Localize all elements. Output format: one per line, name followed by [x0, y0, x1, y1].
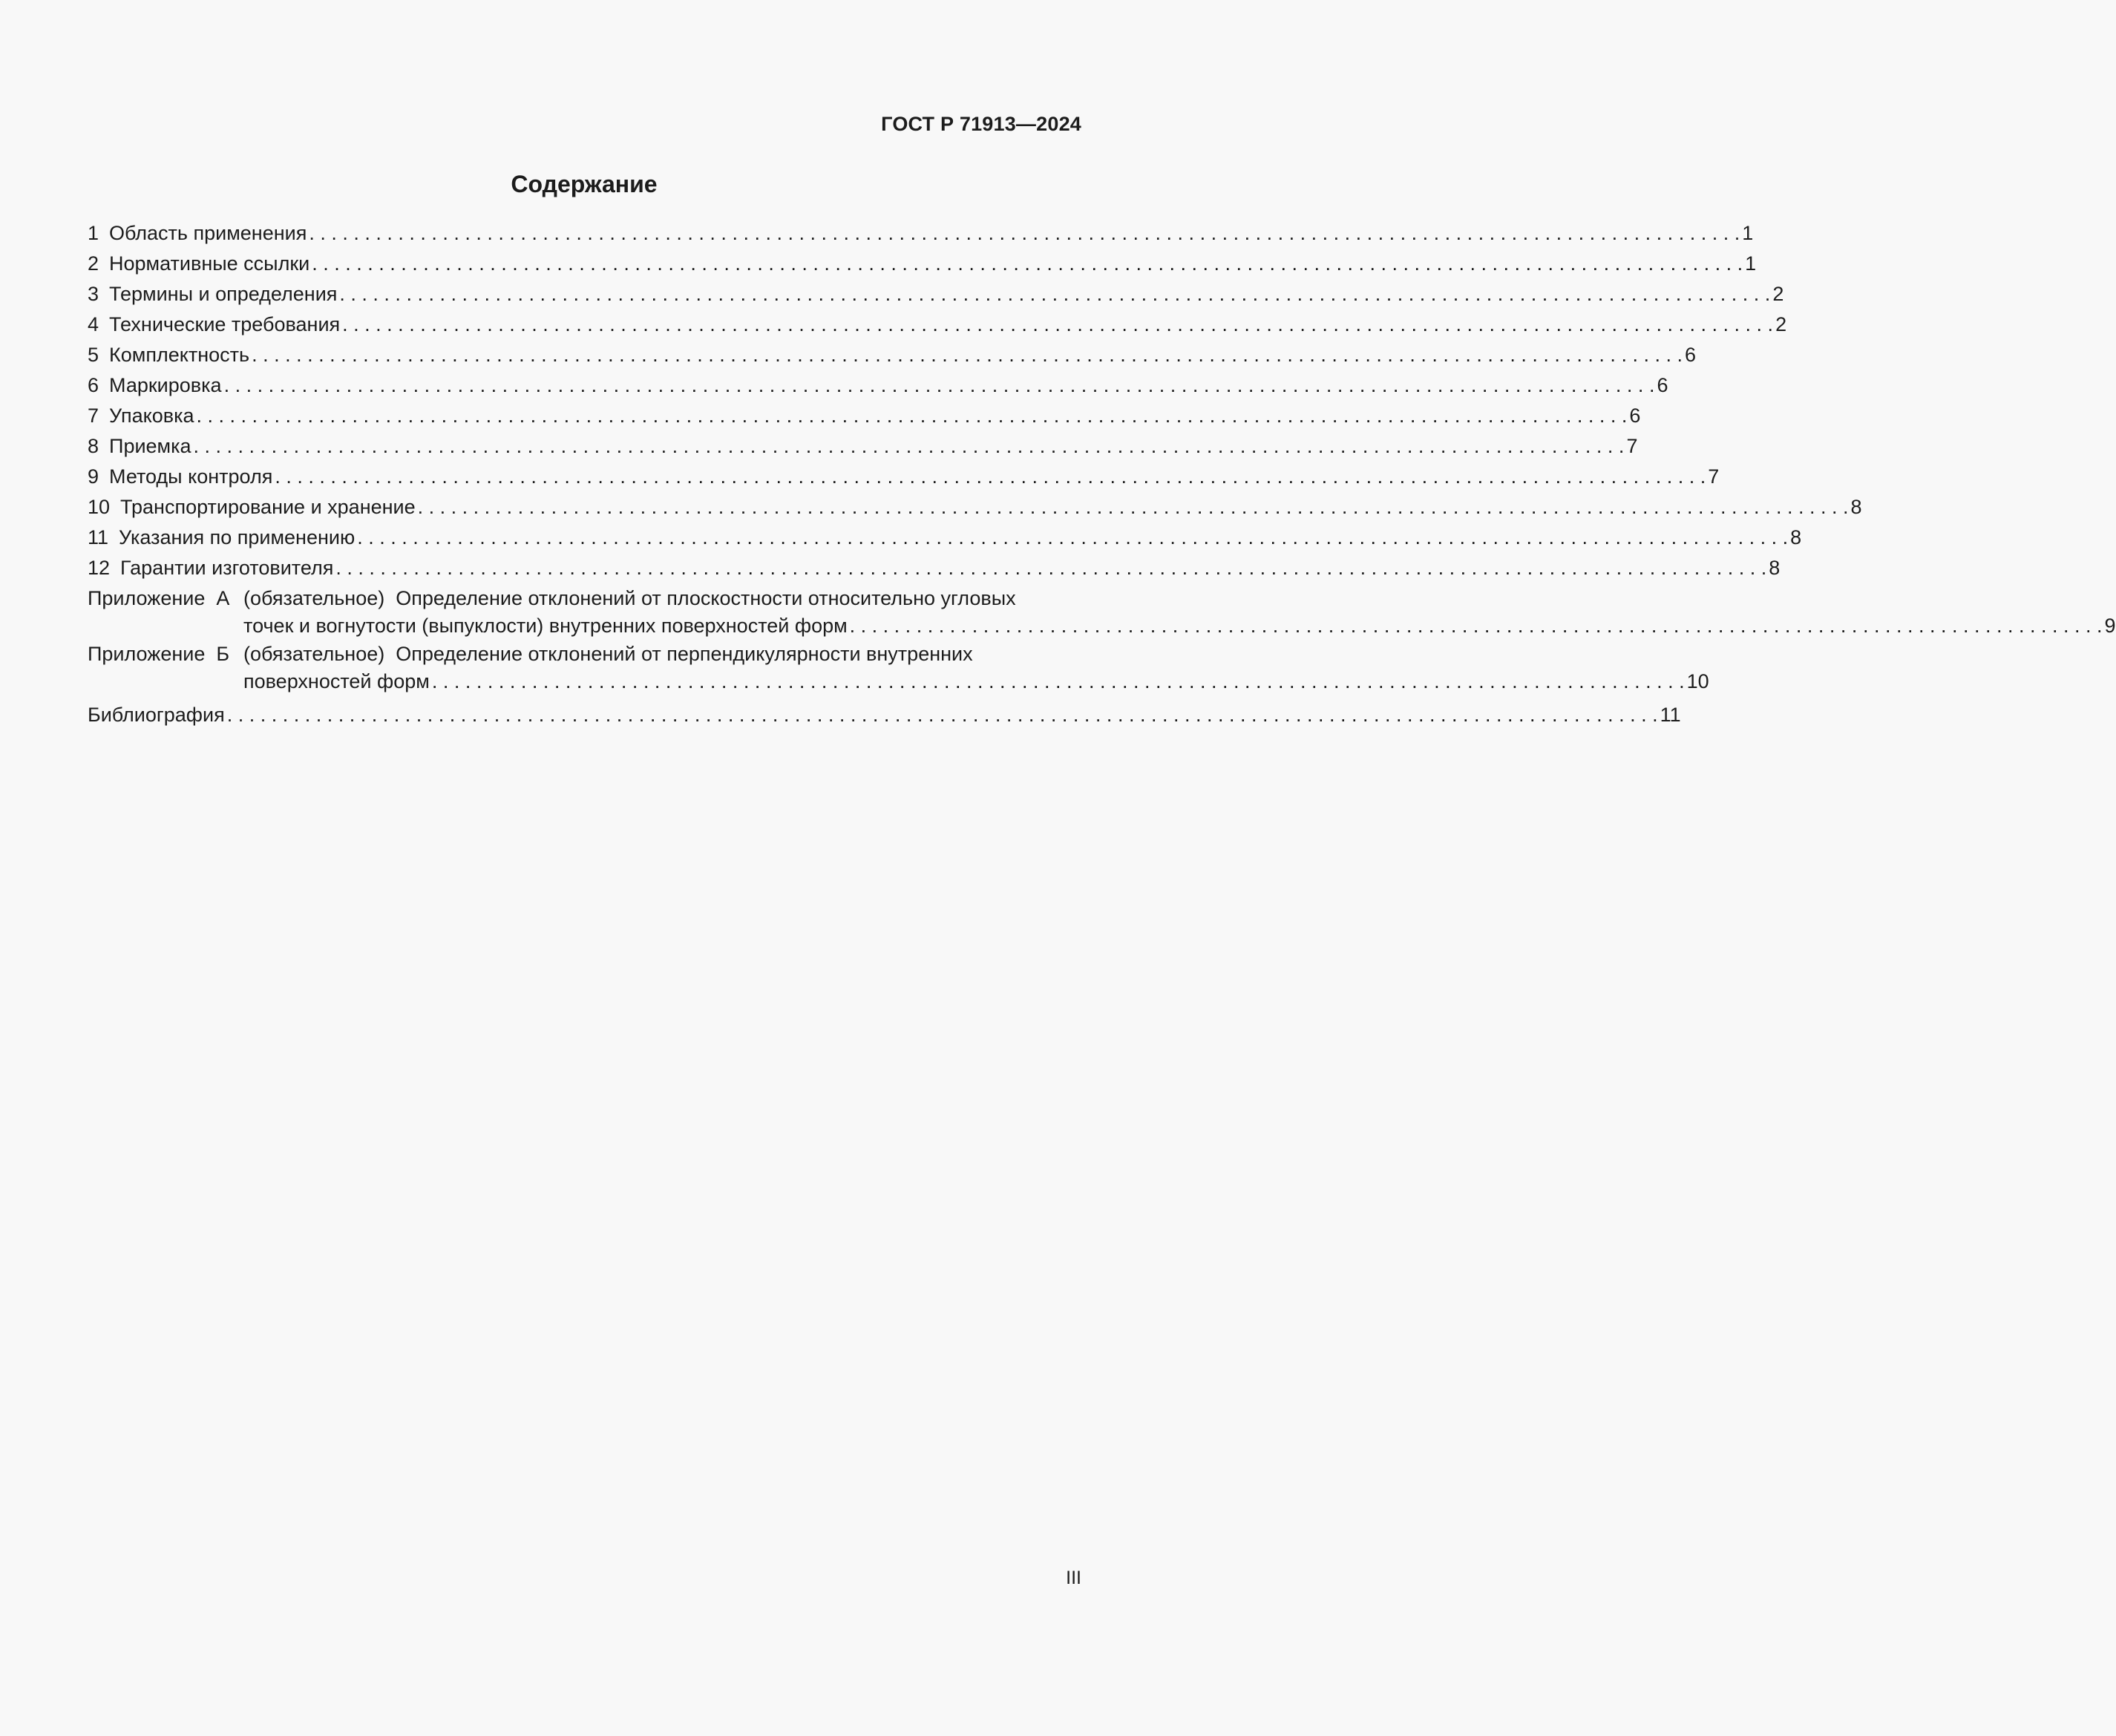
toc-item-label: Библиография	[88, 704, 225, 726]
toc-item-page: 2	[1775, 313, 1787, 335]
toc-item-number: 5	[88, 344, 99, 366]
toc-item-number: 1	[88, 222, 99, 244]
toc-item-page: 2	[1772, 283, 1784, 305]
toc-item-page: 6	[1684, 344, 1696, 366]
toc-item-label: Приемка	[109, 435, 191, 457]
dot-leader	[342, 311, 1773, 338]
toc-item-label: Гарантии изготовителя	[120, 557, 334, 579]
toc-item-number: 12	[88, 557, 111, 579]
toc-item[interactable]	[88, 551, 1781, 581]
dot-leader	[339, 281, 1770, 307]
dot-leader	[224, 372, 1655, 399]
toc-item-label: Упаковка	[109, 404, 194, 427]
annex-title-line-1: (обязательное) Определение отклонений от перпендикулярности внутренних	[243, 643, 973, 665]
dot-leader	[309, 220, 1740, 246]
annex-heading: Приложение Б	[88, 643, 230, 665]
toc-item[interactable]	[88, 368, 1668, 399]
toc-title: Содержание	[511, 171, 658, 197]
dot-leader	[850, 612, 2103, 640]
toc-item-page: 7	[1708, 465, 1720, 488]
dot-leader	[252, 341, 1683, 368]
dot-leader	[357, 524, 1788, 551]
page-number: III	[1066, 1568, 1081, 1588]
annex-page: 10	[1686, 670, 1709, 692]
toc-item-label: Указания по применению	[119, 526, 356, 548]
toc-item-page: 6	[1629, 404, 1641, 427]
toc-annex-a[interactable]	[88, 585, 2116, 640]
toc-item[interactable]	[88, 429, 1638, 459]
toc-item-label: Область применения	[109, 222, 307, 244]
toc-item[interactable]	[88, 520, 1802, 551]
toc-item-number: 3	[88, 283, 99, 305]
document-code: ГОСТ Р 71913—2024	[881, 113, 1081, 135]
toc-item-number: 8	[88, 435, 99, 457]
toc-item-label: Транспортирование и хранение	[120, 496, 416, 518]
toc-item[interactable]	[88, 399, 1641, 429]
toc-item-label: Комплектность	[109, 344, 250, 366]
toc-item[interactable]	[88, 307, 1787, 338]
toc-item-page: 8	[1790, 526, 1802, 548]
toc-annex-b[interactable]	[88, 641, 1709, 695]
toc-item-number: 6	[88, 374, 99, 396]
toc-item[interactable]	[88, 459, 1720, 490]
toc-item-page: 8	[1769, 557, 1781, 579]
toc-item-page: 11	[1660, 704, 1681, 726]
table-of-contents	[88, 216, 2116, 728]
toc-item-label: Термины и определения	[109, 283, 338, 305]
toc-item-label: Нормативные ссылки	[109, 252, 310, 275]
toc-item[interactable]	[88, 490, 1862, 520]
dot-leader	[312, 250, 1743, 277]
toc-item[interactable]	[88, 246, 1757, 277]
toc-item-page: 7	[1626, 435, 1638, 457]
dot-leader	[275, 463, 1706, 490]
toc-item-page: 1	[1742, 222, 1754, 244]
annex-page: 9	[2104, 615, 2116, 637]
annex-heading: Приложение А	[88, 587, 230, 609]
toc-item-number: 2	[88, 252, 99, 275]
toc-item[interactable]	[88, 216, 1754, 246]
annex-title-line-2: поверхностей форм	[243, 670, 430, 692]
toc-item-number: 4	[88, 313, 99, 335]
dot-leader	[194, 433, 1625, 459]
toc-item-page: 1	[1745, 252, 1757, 275]
toc-item[interactable]	[88, 277, 1784, 307]
toc-bibliography[interactable]	[88, 698, 1681, 728]
toc-item-page: 8	[1850, 496, 1862, 518]
toc-item-number: 11	[88, 526, 109, 548]
annex-title-line-1: (обязательное) Определение отклонений от плоскостности относительно угловых	[243, 587, 1016, 609]
annex-title-line-2: точек и вогнутости (выпуклости) внутренних поверхностей форм	[243, 615, 848, 637]
dot-leader	[197, 402, 1628, 429]
toc-item-page: 6	[1657, 374, 1668, 396]
toc-item-number: 7	[88, 404, 99, 427]
toc-item-label: Технические требования	[109, 313, 341, 335]
toc-item-label: Методы контроля	[109, 465, 273, 488]
toc-item-label: Маркировка	[109, 374, 222, 396]
toc-item-number: 10	[88, 496, 111, 518]
toc-item-number: 9	[88, 465, 99, 488]
dot-leader	[432, 668, 1685, 695]
dot-leader	[335, 554, 1766, 581]
dot-leader	[418, 494, 1849, 520]
toc-item[interactable]	[88, 338, 1696, 368]
dot-leader	[227, 701, 1658, 728]
